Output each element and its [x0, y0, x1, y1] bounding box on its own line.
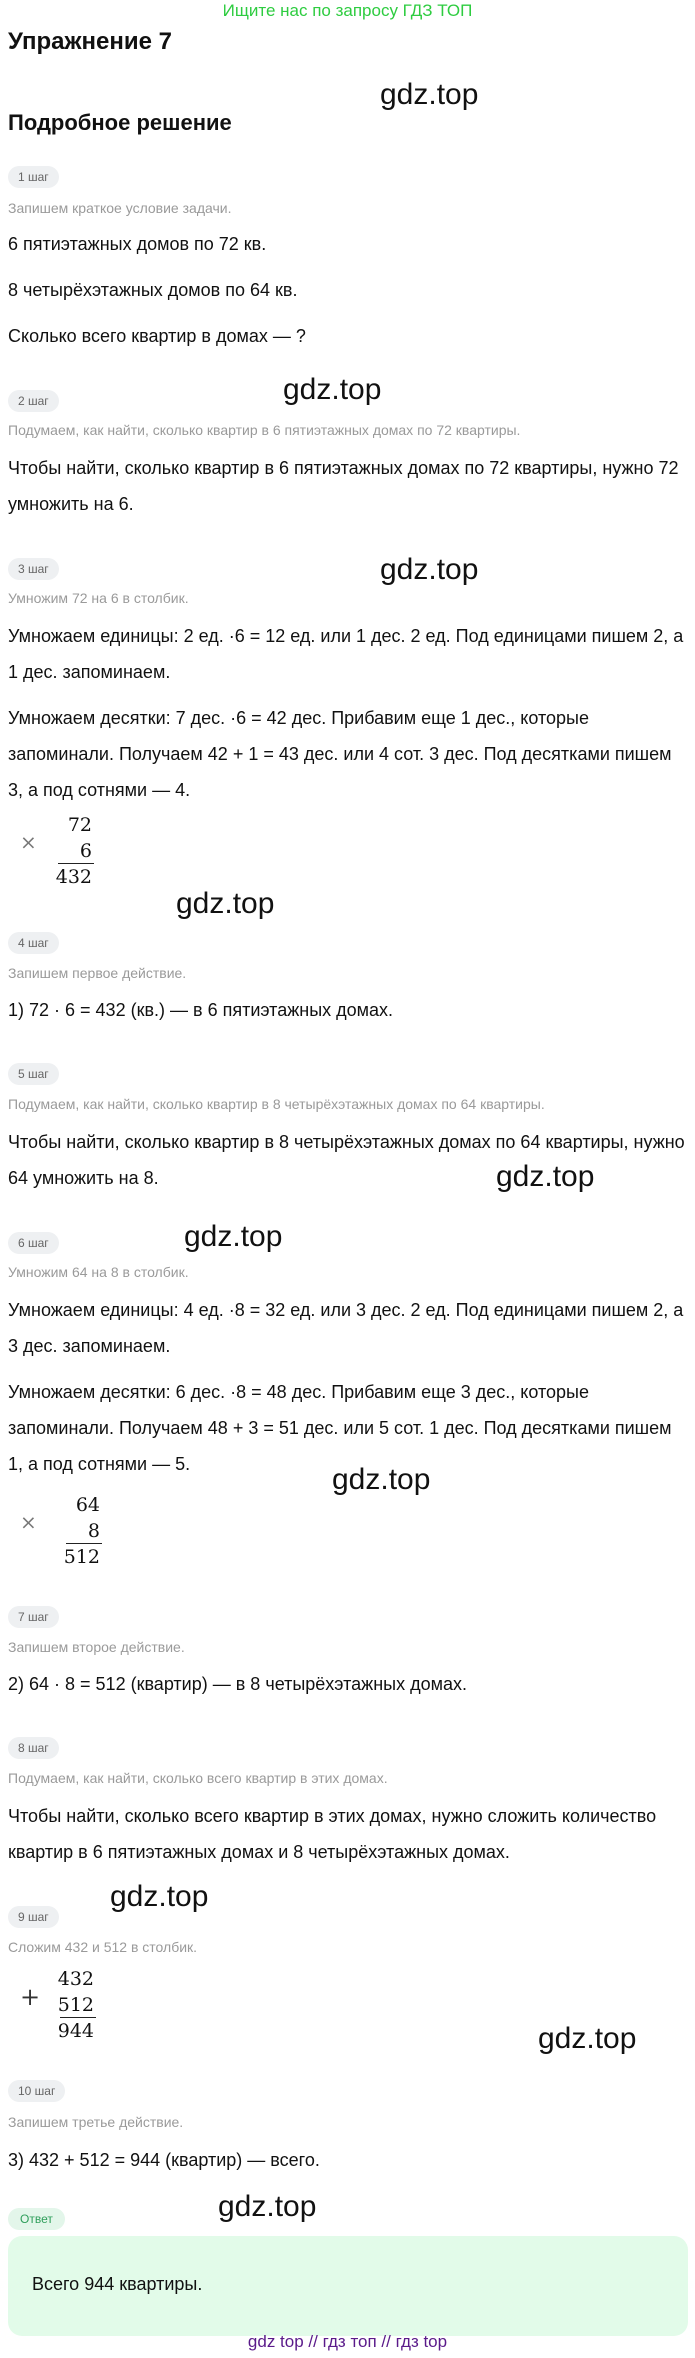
- step-note: Умножим 72 на 6 в столбик.: [8, 590, 189, 606]
- step-badge: 1 шаг: [8, 166, 59, 188]
- column-multiplication: [8, 812, 128, 892]
- step-badge: 7 шаг: [8, 1606, 59, 1628]
- multiply-sign: ×: [20, 830, 37, 854]
- step-badge: 4 шаг: [8, 932, 59, 954]
- watermark: gdz.top: [283, 373, 382, 406]
- step-note: Запишем краткое условие задачи.: [8, 200, 232, 216]
- operand: 432: [57, 1968, 94, 1990]
- step-note: Запишем первое действие.: [8, 965, 187, 981]
- step-note: Сложим 432 и 512 в столбик.: [8, 1939, 198, 1955]
- watermark: gdz.top: [496, 1160, 595, 1193]
- step-badge: 5 шаг: [8, 1063, 59, 1085]
- watermark: gdz.top: [218, 2190, 317, 2223]
- result: 432: [55, 866, 92, 888]
- watermark: gdz.top: [332, 1463, 431, 1496]
- watermark: gdz.top: [184, 1220, 283, 1253]
- step-text: 3) 432 + 512 = 944 (квартир) — всего.: [8, 2150, 320, 2170]
- step-text: Умножаем десятки: 7 дес. ·6 = 42 дес. Прибавим еще 1 дес., которые запоминали. Получаем 42 + 1 = 43 дес. или 4 сот. 3 дес. Под десятками пишем 3, а под сотнями — 4.: [8, 708, 672, 800]
- step-badge: 6 шаг: [8, 1232, 59, 1254]
- watermark: gdz.top: [538, 2022, 637, 2055]
- plus-sign: +: [20, 1983, 41, 2011]
- condition-line: 8 четырёхэтажных домов по 64 кв.: [8, 280, 298, 300]
- result: 512: [63, 1546, 100, 1568]
- column-multiplication: [8, 1492, 128, 1572]
- answer-badge: Ответ: [8, 2208, 65, 2230]
- step-badge: 10 шаг: [8, 2080, 65, 2102]
- step-note: Умножим 64 на 8 в столбик.: [8, 1264, 189, 1280]
- step-text: Чтобы найти, сколько квартир в 6 пятиэтажных домах по 72 квартиры, нужно 72 умножить на 6.: [8, 458, 679, 514]
- condition-line: 6 пятиэтажных домов по 72 кв.: [8, 234, 267, 254]
- answer-text: Всего 944 квартиры.: [32, 2274, 203, 2294]
- step-note: Подумаем, как найти, сколько квартир в 6 пятиэтажных домах по 72 квартиры.: [8, 422, 521, 438]
- step-text: Умножаем десятки: 6 дес. ·8 = 48 дес. Прибавим еще 3 дес., которые запоминали. Получаем 48 + 3 = 51 дес. или 5 сот. 1 дес. Под десятками пишем 1, а под сотнями — 5.: [8, 1382, 672, 1474]
- operand: 72: [67, 814, 92, 836]
- step-text: 2) 64 · 8 = 512 (квартир) — в 8 четырёхэтажных домах.: [8, 1674, 467, 1694]
- step-text: 1) 72 · 6 = 432 (кв.) — в 6 пятиэтажных домах.: [8, 1000, 394, 1020]
- step-note: Запишем второе действие.: [8, 1639, 185, 1655]
- answer-box: [8, 2236, 688, 2336]
- column-addition: [8, 1966, 128, 2046]
- watermark: gdz.top: [176, 887, 275, 920]
- operand: 64: [75, 1494, 100, 1516]
- step-badge: 9 шаг: [8, 1906, 59, 1928]
- condition-line: Сколько всего квартир в домах — ?: [8, 326, 306, 346]
- operand: 512: [57, 1994, 94, 2016]
- step-note: Подумаем, как найти, сколько квартир в 8 четырёхэтажных домах по 64 квартиры.: [8, 1096, 545, 1112]
- step-badge: 3 шаг: [8, 558, 59, 580]
- step-note: Подумаем, как найти, сколько всего квартир в этих домах.: [8, 1770, 388, 1786]
- top-banner[interactable]: Ищите нас по запросу ГДЗ ТОП: [222, 1, 473, 20]
- step-badge: 8 шаг: [8, 1737, 59, 1759]
- operand: 8: [87, 1520, 100, 1542]
- page-title: Упражнение 7: [8, 28, 172, 55]
- watermark: gdz.top: [380, 553, 479, 586]
- step-text: Умножаем единицы: 4 ед. ·8 = 32 ед. или 3 дес. 2 ед. Под единицами пишем 2, а 3 дес. запоминаем.: [8, 1300, 684, 1356]
- watermark: gdz.top: [380, 78, 479, 111]
- multiply-sign: ×: [20, 1510, 37, 1534]
- section-title: Подробное решение: [8, 110, 232, 135]
- step-text: Умножаем единицы: 2 ед. ·6 = 12 ед. или 1 дес. 2 ед. Под единицами пишем 2, а 1 дес. запоминаем.: [8, 626, 684, 682]
- bottom-links[interactable]: gdz top // гдз топ // гдз top: [247, 2332, 448, 2351]
- step-note: Запишем третье действие.: [8, 2114, 184, 2130]
- step-text: Чтобы найти, сколько всего квартир в этих домах, нужно сложить количество квартир в 6 пятиэтажных домах и 8 четырёхэтажных домах.: [8, 1806, 657, 1862]
- step-text: Чтобы найти, сколько квартир в 8 четырёхэтажных домах по 64 квартиры, нужно 64 умножить на 8.: [8, 1132, 685, 1188]
- operand: 6: [79, 840, 92, 862]
- result: 944: [57, 2020, 94, 2042]
- step-badge: 2 шаг: [8, 390, 59, 412]
- watermark: gdz.top: [110, 1880, 209, 1913]
